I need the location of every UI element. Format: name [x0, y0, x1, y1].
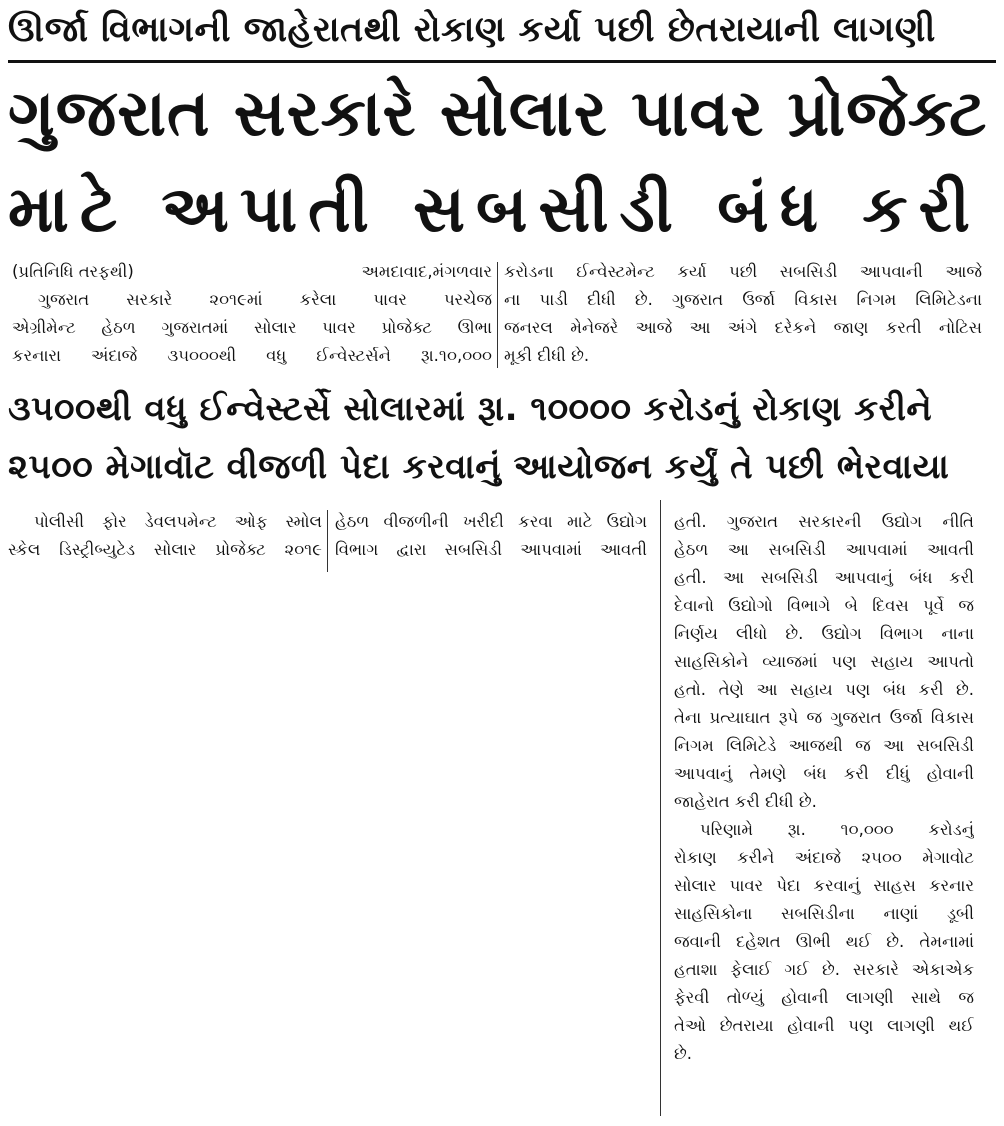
body-column-3 [674, 508, 974, 1068]
body-line: છે. [674, 1044, 692, 1063]
body-line: હતી. આ સબસિડી આપવાનું બંધ કરી [674, 568, 974, 587]
intro-line: જનરલ મેનેજરે આજે આ અંગે દરેકને જાણ કરતી નોટિસ [504, 318, 982, 337]
column-divider [660, 500, 661, 1116]
body-line: હેઠળ વીજળીની ખરીદી કરવા માટે ઉદ્યોગ [335, 512, 647, 531]
body-line: રોકાણ કરીને અંદાજે ૨૫૦૦ મેગાવોટ [674, 848, 974, 867]
intro-column-right [504, 258, 982, 370]
body-line: પોલીસી ફોર ડેવલપમેન્ટ ઓફ સ્મોલ [34, 512, 322, 531]
intro-line: કરનારા અંદાજે ૩૫૦૦૦થી વધુ ઈન્વેસ્ટર્સને રૂા.૧૦,૦૦૦ [12, 346, 492, 365]
column-divider [327, 510, 328, 572]
body-line: દેવાનો ઉદ્યોગો વિભાગે બે દિવસ પૂર્વે જ [674, 596, 974, 615]
body-line: તેઓ છેતરાયા હોવાની પણ લાગણી થઈ [674, 1016, 974, 1035]
body-line: પરિણામે રૂા. ૧૦,૦૦૦ કરોડનું [700, 820, 974, 839]
body-line: સાહસિકોને વ્યાજમાં પણ સહાય આપતો [674, 652, 974, 671]
body-line: નિગમ લિમિટેડે આજથી જ આ સબસિડી [674, 736, 974, 755]
body-line: જાહેરાત કરી દીધી છે. [674, 792, 817, 811]
kicker-headline: ઊર્જા વિભાગની જાહેરાતથી રોકાણ કર્યા પછી છેતરાયાની લાગણી [8, 10, 936, 50]
intro-line: ના પાડી દીધી છે. ગુજરાત ઉર્જા વિકાસ નિગમ લિમિટેડના [504, 290, 982, 309]
intro-line: ગુજરાત સરકારે ૨૦૧૯માં કરેલા પાવર પરચેજ [38, 290, 492, 309]
body-line: હતી. ગુજરાત સરકારની ઉદ્યોગ નીતિ [674, 512, 974, 531]
body-column-2 [335, 508, 647, 564]
body-line: સ્કેલ ડિસ્ટ્રીબ્યુટેડ સોલાર પ્રોજેક્ટ ૨૦૧૯ [8, 540, 322, 559]
main-headline-line-2: માટે અપાતી સબસીડી બંધ કરી [8, 173, 981, 247]
body-line: નિર્ણય લીધો છે. ઉદ્યોગ વિભાગ નાના [674, 624, 974, 643]
main-headline-line-1: ગુજરાત સરકારે સોલાર પાવર પ્રોજેક્ટ [8, 77, 988, 151]
body-line: સોલાર પાવર પેદા કરવાનું સાહસ કરનાર [674, 876, 974, 895]
intro-line: એગ્રીમેન્ટ હેઠળ ગુજરાતમાં સોલાર પાવર પ્રોજેક્ટ ઊભા [12, 318, 492, 337]
deck-line-2: ૨૫૦૦ મેગાવૉટ વીજળી પેદા કરવાનું આયોજન કર્યું તે પછી ભેરવાયા [8, 447, 950, 487]
body-line: જવાની દહેશત ઊભી થઈ છે. તેમનામાં [674, 932, 974, 951]
intro-column-left [12, 258, 492, 370]
dateline: અમદાવાદ,મંગળવાર [361, 262, 492, 281]
byline: (પ્રતિનિધિ તરફથી) [12, 262, 134, 281]
intro-line: કરોડના ઈન્વેસ્ટમેન્ટ કર્યા પછી સબસિડી આપવાની આજે [504, 262, 982, 281]
body-line: તેના પ્રત્યાઘાત રૂપે જ ગુજરાત ઉર્જા વિકાસ [674, 708, 974, 727]
body-line: હતો. તેણે આ સહાય પણ બંધ કરી છે. [674, 680, 974, 699]
body-line: સાહસિકોના સબસિડીના નાણાં ડૂબી [674, 904, 974, 923]
body-line: ફેરવી તોળ્યું હોવાની લાગણી સાથે જ [674, 988, 974, 1007]
body-column-1 [8, 508, 322, 564]
column-divider [497, 262, 498, 368]
body-line: આપવાનું તેમણે બંધ કરી દીધું હોવાની [674, 764, 974, 783]
deck-line-1: ૩૫૦૦થી વધુ ઈન્વેસ્ટર્સે સોલારમાં રૂા. ૧૦૦૦૦ કરોડનું રોકાણ કરીને [8, 389, 933, 429]
body-line: હતાશા ફેલાઈ ગઈ છે. સરકારે એકાએક [674, 960, 974, 979]
kicker-underline [8, 60, 996, 63]
body-line: વિભાગ દ્વારા સબસિડી આપવામાં આવતી [335, 540, 647, 559]
intro-line: મૂકી દીધી છે. [504, 346, 590, 365]
body-line: હેઠળ આ સબસિડી આપવામાં આવતી [674, 540, 974, 559]
